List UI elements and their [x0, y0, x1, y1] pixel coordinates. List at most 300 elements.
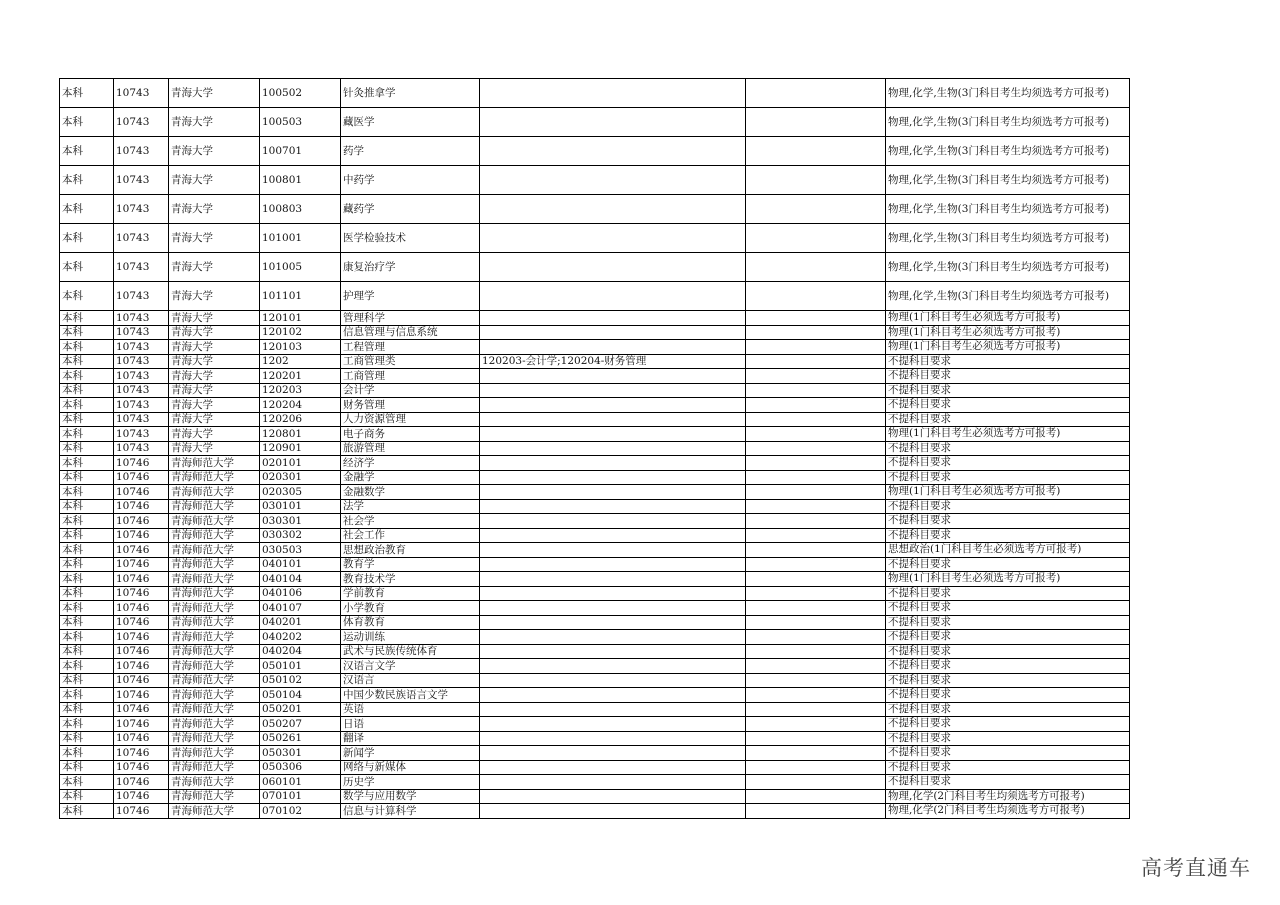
note-cell [746, 746, 886, 761]
note-cell [746, 166, 886, 195]
note-cell [746, 224, 886, 253]
school-code-cell: 10743 [114, 383, 169, 398]
school-name-cell: 青海师范大学 [169, 615, 260, 630]
level-cell: 本科 [60, 804, 114, 819]
major-code-cell: 120203 [260, 383, 341, 398]
subject-requirement-cell: 不提科目要求 [886, 528, 1130, 543]
major-name-cell: 日语 [341, 717, 480, 732]
table-row [60, 789, 1130, 804]
subject-requirement-cell: 不提科目要求 [886, 775, 1130, 790]
school-name-cell: 青海大学 [169, 166, 260, 195]
level-cell: 本科 [60, 325, 114, 340]
level-cell: 本科 [60, 789, 114, 804]
table-row [60, 354, 1130, 369]
subject-requirement-cell: 不提科目要求 [886, 354, 1130, 369]
major-name-cell: 新闻学 [341, 746, 480, 761]
table-row [60, 514, 1130, 529]
included-majors-cell [480, 166, 746, 195]
school-code-cell: 10743 [114, 137, 169, 166]
school-name-cell: 青海师范大学 [169, 746, 260, 761]
major-code-cell: 101101 [260, 282, 341, 311]
note-cell [746, 253, 886, 282]
school-name-cell: 青海师范大学 [169, 456, 260, 471]
level-cell: 本科 [60, 398, 114, 413]
subject-requirement-cell: 物理,化学(2门科目考生均须选考方可报考) [886, 789, 1130, 804]
major-code-cell: 100803 [260, 195, 341, 224]
note-cell [746, 456, 886, 471]
major-code-cell: 050201 [260, 702, 341, 717]
school-name-cell: 青海大学 [169, 383, 260, 398]
note-cell [746, 673, 886, 688]
subject-requirement-cell: 物理(1门科目考生必须选考方可报考) [886, 427, 1130, 442]
subject-requirement-cell: 不提科目要求 [886, 702, 1130, 717]
included-majors-cell [480, 282, 746, 311]
school-name-cell: 青海大学 [169, 412, 260, 427]
school-name-cell: 青海师范大学 [169, 804, 260, 819]
table-row [60, 383, 1130, 398]
major-name-cell: 中药学 [341, 166, 480, 195]
major-name-cell: 社会学 [341, 514, 480, 529]
note-cell [746, 325, 886, 340]
included-majors-cell [480, 195, 746, 224]
major-name-cell: 藏医学 [341, 108, 480, 137]
level-cell: 本科 [60, 195, 114, 224]
school-name-cell: 青海大学 [169, 398, 260, 413]
subject-requirement-cell: 不提科目要求 [886, 615, 1130, 630]
major-code-cell: 060101 [260, 775, 341, 790]
included-majors-cell [480, 456, 746, 471]
level-cell: 本科 [60, 528, 114, 543]
table-row [60, 412, 1130, 427]
note-cell [746, 644, 886, 659]
level-cell: 本科 [60, 108, 114, 137]
included-majors-cell [480, 253, 746, 282]
level-cell: 本科 [60, 79, 114, 108]
level-cell: 本科 [60, 775, 114, 790]
major-name-cell: 中国少数民族语言文学 [341, 688, 480, 703]
school-code-cell: 10743 [114, 354, 169, 369]
major-name-cell: 武术与民族传统体育 [341, 644, 480, 659]
major-code-cell: 120102 [260, 325, 341, 340]
subject-requirement-cell: 物理,化学(2门科目考生均须选考方可报考) [886, 804, 1130, 819]
subject-requirement-cell: 物理,化学,生物(3门科目考生均须选考方可报考) [886, 195, 1130, 224]
included-majors-cell [480, 514, 746, 529]
subject-requirement-cell: 不提科目要求 [886, 514, 1130, 529]
table-row [60, 282, 1130, 311]
subject-requirement-cell: 物理,化学,生物(3门科目考生均须选考方可报考) [886, 79, 1130, 108]
level-cell: 本科 [60, 659, 114, 674]
note-cell [746, 514, 886, 529]
major-code-cell: 040201 [260, 615, 341, 630]
note-cell [746, 688, 886, 703]
school-code-cell: 10743 [114, 108, 169, 137]
note-cell [746, 702, 886, 717]
table-row [60, 108, 1130, 137]
table-row [60, 557, 1130, 572]
school-code-cell: 10746 [114, 499, 169, 514]
school-code-cell: 10746 [114, 586, 169, 601]
subject-requirement-cell: 物理(1门科目考生必须选考方可报考) [886, 572, 1130, 587]
major-name-cell: 教育技术学 [341, 572, 480, 587]
table-row [60, 673, 1130, 688]
school-code-cell: 10746 [114, 557, 169, 572]
school-name-cell: 青海师范大学 [169, 659, 260, 674]
major-code-cell: 050104 [260, 688, 341, 703]
school-name-cell: 青海大学 [169, 354, 260, 369]
school-name-cell: 青海师范大学 [169, 717, 260, 732]
major-name-cell: 英语 [341, 702, 480, 717]
major-code-cell: 120901 [260, 441, 341, 456]
level-cell: 本科 [60, 485, 114, 500]
major-code-cell: 040202 [260, 630, 341, 645]
table-row [60, 543, 1130, 558]
included-majors-cell [480, 659, 746, 674]
school-code-cell: 10746 [114, 775, 169, 790]
major-code-cell: 040204 [260, 644, 341, 659]
subject-requirement-cell: 思想政治(1门科目考生必须选考方可报考) [886, 543, 1130, 558]
major-name-cell: 法学 [341, 499, 480, 514]
major-name-cell: 人力资源管理 [341, 412, 480, 427]
subject-requirement-cell: 物理,化学,生物(3门科目考生均须选考方可报考) [886, 282, 1130, 311]
included-majors-cell [480, 369, 746, 384]
major-code-cell: 040107 [260, 601, 341, 616]
major-name-cell: 工商管理 [341, 369, 480, 384]
major-code-cell: 101005 [260, 253, 341, 282]
major-name-cell: 针灸推拿学 [341, 79, 480, 108]
level-cell: 本科 [60, 166, 114, 195]
level-cell: 本科 [60, 688, 114, 703]
subject-requirement-cell: 物理,化学,生物(3门科目考生均须选考方可报考) [886, 224, 1130, 253]
major-code-cell: 100701 [260, 137, 341, 166]
school-code-cell: 10746 [114, 485, 169, 500]
school-name-cell: 青海大学 [169, 137, 260, 166]
major-code-cell: 050306 [260, 760, 341, 775]
major-code-cell: 030302 [260, 528, 341, 543]
table-row [60, 644, 1130, 659]
major-code-cell: 1202 [260, 354, 341, 369]
major-code-cell: 020305 [260, 485, 341, 500]
table-row [60, 688, 1130, 703]
level-cell: 本科 [60, 615, 114, 630]
note-cell [746, 543, 886, 558]
level-cell: 本科 [60, 630, 114, 645]
school-code-cell: 10746 [114, 717, 169, 732]
included-majors-cell [480, 673, 746, 688]
school-code-cell: 10746 [114, 746, 169, 761]
school-name-cell: 青海师范大学 [169, 557, 260, 572]
level-cell: 本科 [60, 514, 114, 529]
school-code-cell: 10743 [114, 412, 169, 427]
table-row [60, 137, 1130, 166]
table-row [60, 398, 1130, 413]
table-row [60, 427, 1130, 442]
school-code-cell: 10746 [114, 601, 169, 616]
major-name-cell: 网络与新媒体 [341, 760, 480, 775]
school-name-cell: 青海师范大学 [169, 760, 260, 775]
note-cell [746, 282, 886, 311]
subject-requirement-cell: 不提科目要求 [886, 746, 1130, 761]
included-majors-cell [480, 731, 746, 746]
major-name-cell: 工商管理类 [341, 354, 480, 369]
school-name-cell: 青海师范大学 [169, 702, 260, 717]
major-name-cell: 信息与计算科学 [341, 804, 480, 819]
note-cell [746, 441, 886, 456]
admission-requirements-table [59, 78, 1130, 819]
major-code-cell: 040101 [260, 557, 341, 572]
subject-requirement-cell: 不提科目要求 [886, 441, 1130, 456]
level-cell: 本科 [60, 456, 114, 471]
included-majors-cell [480, 760, 746, 775]
subject-requirement-cell: 不提科目要求 [886, 688, 1130, 703]
note-cell [746, 586, 886, 601]
major-name-cell: 翻译 [341, 731, 480, 746]
included-majors-cell [480, 644, 746, 659]
major-code-cell: 030301 [260, 514, 341, 529]
level-cell: 本科 [60, 586, 114, 601]
included-majors-cell [480, 557, 746, 572]
school-code-cell: 10746 [114, 514, 169, 529]
school-code-cell: 10746 [114, 572, 169, 587]
major-name-cell: 教育学 [341, 557, 480, 572]
school-name-cell: 青海师范大学 [169, 572, 260, 587]
school-code-cell: 10746 [114, 470, 169, 485]
included-majors-cell [480, 688, 746, 703]
note-cell [746, 311, 886, 326]
table-row [60, 586, 1130, 601]
major-code-cell: 100801 [260, 166, 341, 195]
school-code-cell: 10746 [114, 644, 169, 659]
included-majors-cell [480, 485, 746, 500]
included-majors-cell [480, 789, 746, 804]
table-row [60, 702, 1130, 717]
major-name-cell: 数学与应用数学 [341, 789, 480, 804]
school-name-cell: 青海大学 [169, 224, 260, 253]
major-code-cell: 030101 [260, 499, 341, 514]
included-majors-cell [480, 702, 746, 717]
table-row [60, 804, 1130, 819]
note-cell [746, 557, 886, 572]
subject-requirement-cell: 不提科目要求 [886, 673, 1130, 688]
note-cell [746, 731, 886, 746]
major-name-cell: 医学检验技术 [341, 224, 480, 253]
note-cell [746, 412, 886, 427]
school-name-cell: 青海师范大学 [169, 630, 260, 645]
school-name-cell: 青海大学 [169, 311, 260, 326]
major-name-cell: 会计学 [341, 383, 480, 398]
subject-requirement-cell: 不提科目要求 [886, 586, 1130, 601]
included-majors-cell [480, 586, 746, 601]
included-majors-cell [480, 499, 746, 514]
level-cell: 本科 [60, 499, 114, 514]
note-cell [746, 354, 886, 369]
table-row [60, 311, 1130, 326]
major-code-cell: 120801 [260, 427, 341, 442]
level-cell: 本科 [60, 702, 114, 717]
level-cell: 本科 [60, 760, 114, 775]
included-majors-cell [480, 601, 746, 616]
note-cell [746, 195, 886, 224]
subject-requirement-cell: 不提科目要求 [886, 760, 1130, 775]
major-name-cell: 思想政治教育 [341, 543, 480, 558]
level-cell: 本科 [60, 601, 114, 616]
school-code-cell: 10746 [114, 673, 169, 688]
note-cell [746, 615, 886, 630]
school-name-cell: 青海师范大学 [169, 688, 260, 703]
note-cell [746, 398, 886, 413]
level-cell: 本科 [60, 746, 114, 761]
note-cell [746, 659, 886, 674]
major-code-cell: 070101 [260, 789, 341, 804]
level-cell: 本科 [60, 731, 114, 746]
major-code-cell: 100503 [260, 108, 341, 137]
level-cell: 本科 [60, 282, 114, 311]
major-name-cell: 汉语言文学 [341, 659, 480, 674]
major-code-cell: 070102 [260, 804, 341, 819]
subject-requirement-cell: 物理(1门科目考生必须选考方可报考) [886, 340, 1130, 355]
subject-requirement-cell: 不提科目要求 [886, 369, 1130, 384]
school-code-cell: 10743 [114, 224, 169, 253]
included-majors-cell [480, 108, 746, 137]
note-cell [746, 630, 886, 645]
major-name-cell: 药学 [341, 137, 480, 166]
subject-requirement-cell: 不提科目要求 [886, 398, 1130, 413]
level-cell: 本科 [60, 543, 114, 558]
major-code-cell: 101001 [260, 224, 341, 253]
note-cell [746, 383, 886, 398]
table-row [60, 224, 1130, 253]
level-cell: 本科 [60, 441, 114, 456]
major-name-cell: 体育教育 [341, 615, 480, 630]
table-row [60, 166, 1130, 195]
included-majors-cell [480, 340, 746, 355]
major-name-cell: 财务管理 [341, 398, 480, 413]
school-name-cell: 青海师范大学 [169, 644, 260, 659]
table-row [60, 760, 1130, 775]
school-name-cell: 青海师范大学 [169, 586, 260, 601]
school-code-cell: 10743 [114, 79, 169, 108]
level-cell: 本科 [60, 470, 114, 485]
note-cell [746, 137, 886, 166]
school-code-cell: 10746 [114, 615, 169, 630]
included-majors-cell [480, 441, 746, 456]
subject-requirement-cell: 不提科目要求 [886, 717, 1130, 732]
school-code-cell: 10746 [114, 760, 169, 775]
school-code-cell: 10743 [114, 427, 169, 442]
table-row [60, 369, 1130, 384]
subject-requirement-cell: 物理,化学,生物(3门科目考生均须选考方可报考) [886, 108, 1130, 137]
level-cell: 本科 [60, 224, 114, 253]
major-code-cell: 050261 [260, 731, 341, 746]
note-cell [746, 427, 886, 442]
school-name-cell: 青海师范大学 [169, 775, 260, 790]
major-code-cell: 020101 [260, 456, 341, 471]
included-majors-cell [480, 325, 746, 340]
subject-requirement-cell: 不提科目要求 [886, 412, 1130, 427]
subject-requirement-cell: 不提科目要求 [886, 731, 1130, 746]
major-name-cell: 社会工作 [341, 528, 480, 543]
major-code-cell: 050207 [260, 717, 341, 732]
major-code-cell: 020301 [260, 470, 341, 485]
table-row [60, 499, 1130, 514]
school-code-cell: 10746 [114, 659, 169, 674]
school-code-cell: 10743 [114, 166, 169, 195]
school-name-cell: 青海师范大学 [169, 528, 260, 543]
included-majors-cell [480, 427, 746, 442]
level-cell: 本科 [60, 311, 114, 326]
school-code-cell: 10746 [114, 630, 169, 645]
included-majors-cell [480, 383, 746, 398]
included-majors-cell [480, 630, 746, 645]
school-name-cell: 青海大学 [169, 108, 260, 137]
major-name-cell: 管理科学 [341, 311, 480, 326]
note-cell [746, 369, 886, 384]
subject-requirement-cell: 不提科目要求 [886, 630, 1130, 645]
note-cell [746, 775, 886, 790]
watermark-text: 高考直通车 [1141, 856, 1251, 880]
subject-requirement-cell: 不提科目要求 [886, 601, 1130, 616]
note-cell [746, 79, 886, 108]
school-name-cell: 青海大学 [169, 325, 260, 340]
note-cell [746, 108, 886, 137]
school-code-cell: 10743 [114, 340, 169, 355]
note-cell [746, 760, 886, 775]
note-cell [746, 789, 886, 804]
table-row [60, 615, 1130, 630]
major-name-cell: 历史学 [341, 775, 480, 790]
subject-requirement-cell: 不提科目要求 [886, 659, 1130, 674]
note-cell [746, 470, 886, 485]
table-row [60, 572, 1130, 587]
subject-requirement-cell: 物理,化学,生物(3门科目考生均须选考方可报考) [886, 166, 1130, 195]
level-cell: 本科 [60, 253, 114, 282]
included-majors-cell [480, 398, 746, 413]
major-name-cell: 小学教育 [341, 601, 480, 616]
school-name-cell: 青海大学 [169, 195, 260, 224]
major-name-cell: 金融数学 [341, 485, 480, 500]
subject-requirement-cell: 物理(1门科目考生必须选考方可报考) [886, 485, 1130, 500]
school-name-cell: 青海大学 [169, 427, 260, 442]
subject-requirement-cell: 不提科目要求 [886, 456, 1130, 471]
school-code-cell: 10746 [114, 456, 169, 471]
school-name-cell: 青海师范大学 [169, 470, 260, 485]
included-majors-cell: 120203-会计学;120204-财务管理 [480, 354, 746, 369]
subject-requirement-cell: 物理,化学,生物(3门科目考生均须选考方可报考) [886, 137, 1130, 166]
school-code-cell: 10746 [114, 688, 169, 703]
major-code-cell: 050101 [260, 659, 341, 674]
table-row [60, 775, 1130, 790]
major-name-cell: 金融学 [341, 470, 480, 485]
school-name-cell: 青海师范大学 [169, 673, 260, 688]
table-row [60, 731, 1130, 746]
table-row [60, 253, 1130, 282]
table-row [60, 746, 1130, 761]
major-code-cell: 040106 [260, 586, 341, 601]
major-name-cell: 藏药学 [341, 195, 480, 224]
note-cell [746, 340, 886, 355]
included-majors-cell [480, 615, 746, 630]
major-name-cell: 学前教育 [341, 586, 480, 601]
included-majors-cell [480, 572, 746, 587]
school-code-cell: 10743 [114, 369, 169, 384]
school-name-cell: 青海大学 [169, 79, 260, 108]
level-cell: 本科 [60, 673, 114, 688]
major-code-cell: 100502 [260, 79, 341, 108]
table-row [60, 470, 1130, 485]
included-majors-cell [480, 137, 746, 166]
included-majors-cell [480, 470, 746, 485]
school-code-cell: 10746 [114, 731, 169, 746]
major-code-cell: 050102 [260, 673, 341, 688]
